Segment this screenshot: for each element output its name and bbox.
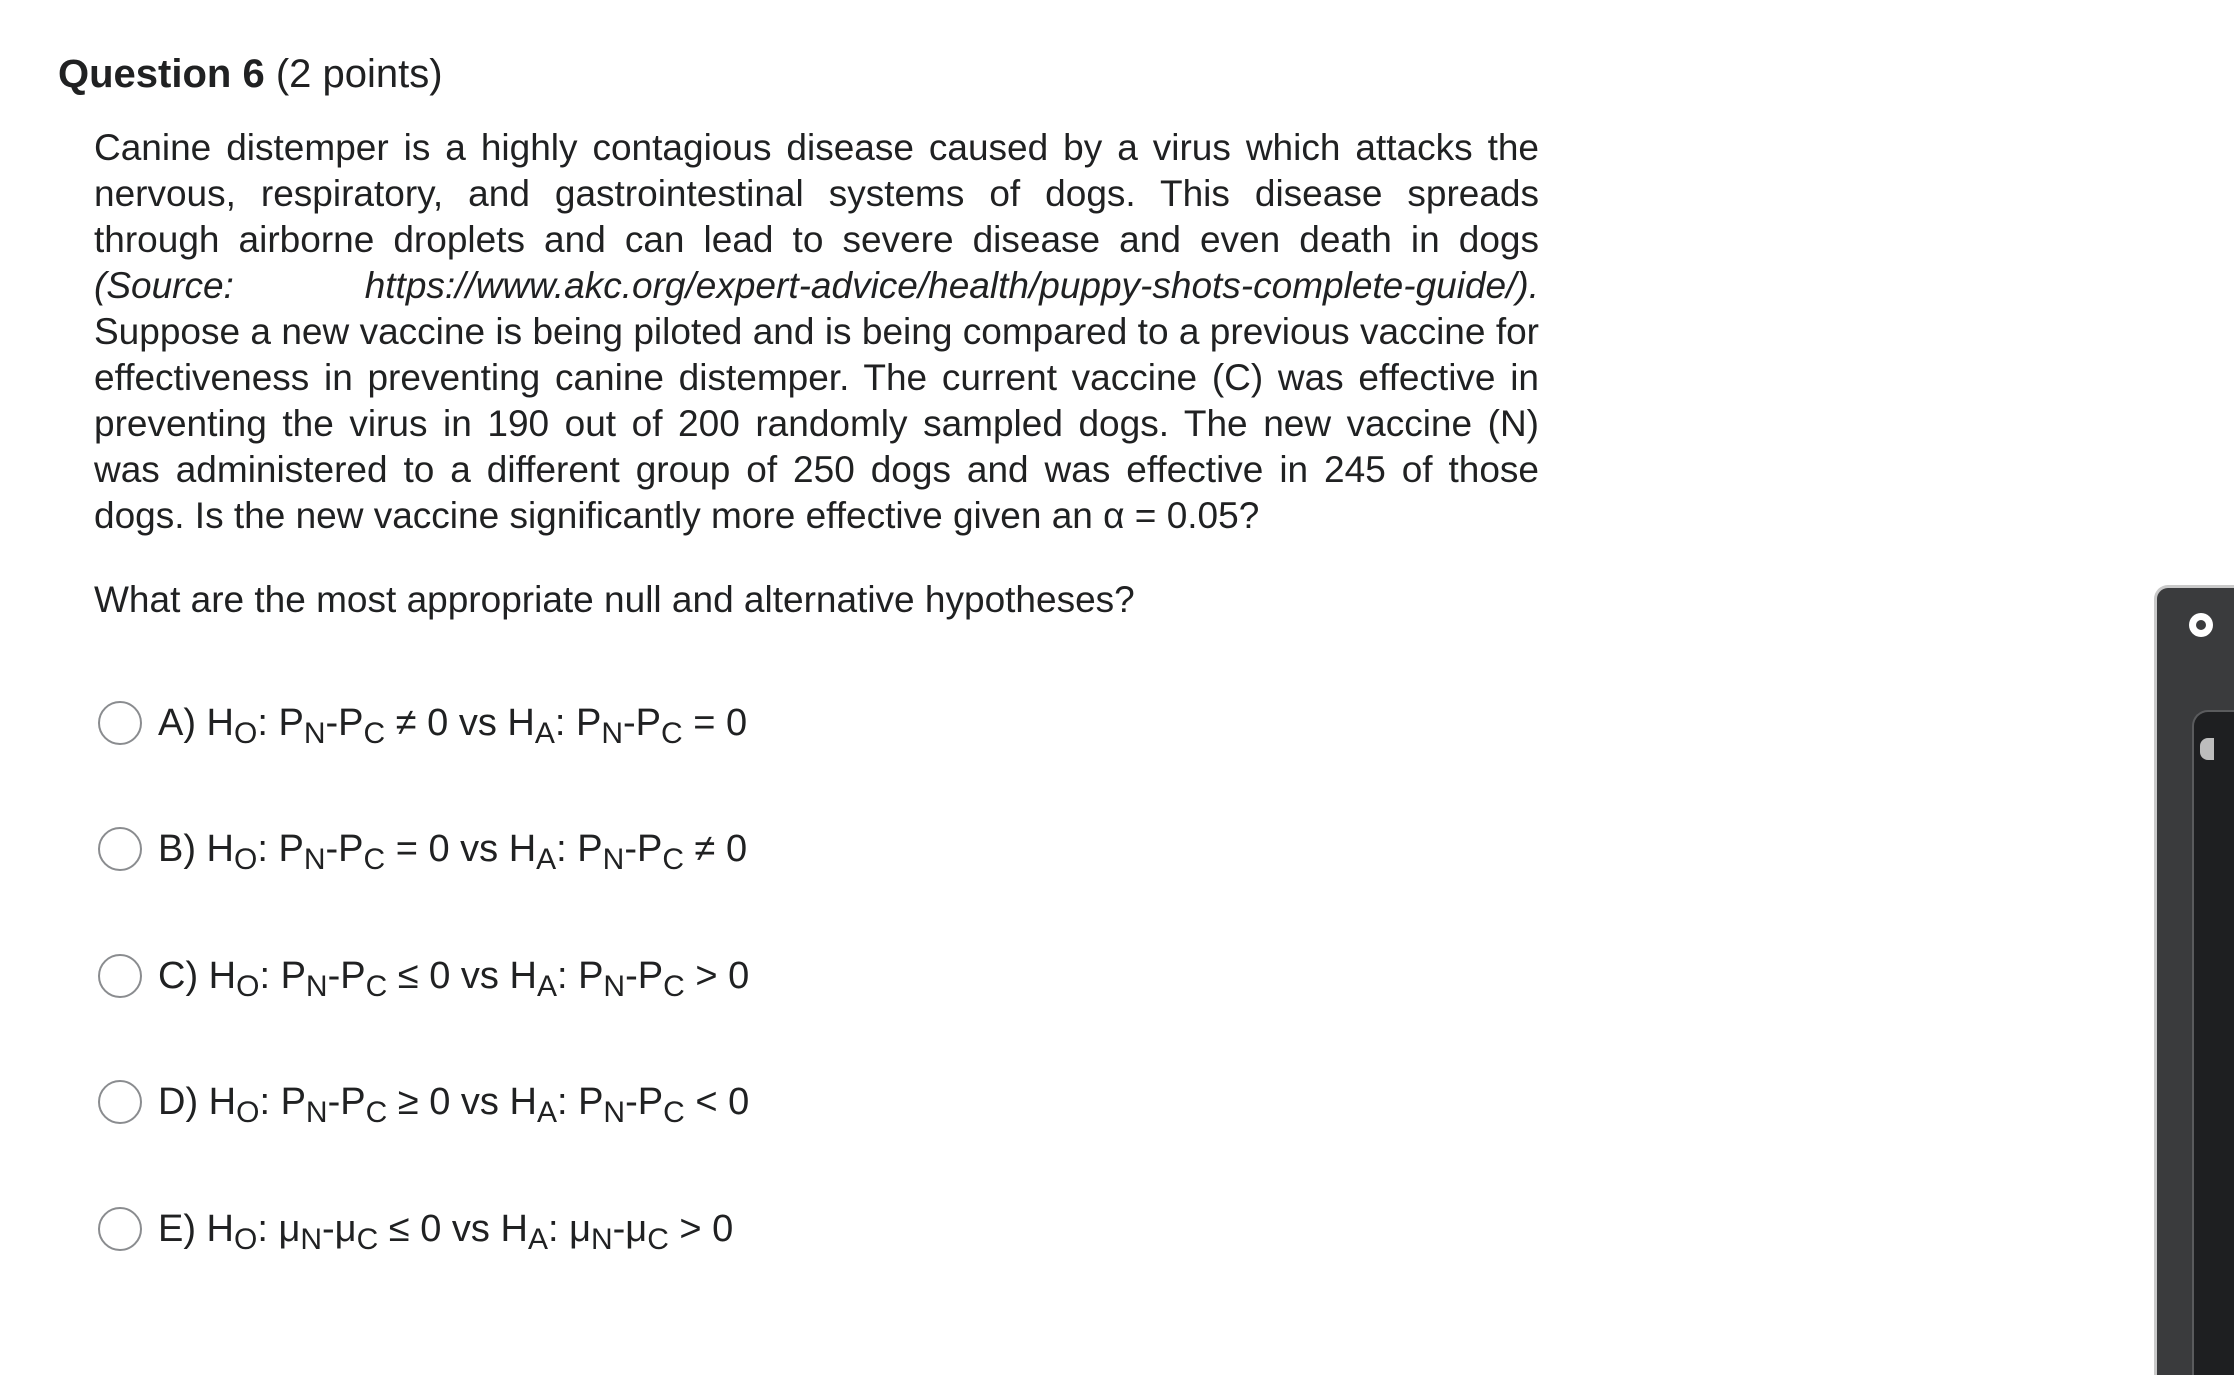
side-overlay-inner-panel[interactable] [2192,710,2234,1375]
option-b-label: B) $H_O$: $P_N-P_C = 0$ vs $H_A$: $P_N-P_C \ne 0$ [158,827,748,876]
question-stem [94,125,1539,539]
option-a-label: A) $H_O$: $P_N-P_C \ne 0$ vs $H_A$: $P_N-P_C = 0$ [158,701,748,750]
radio-button-e[interactable] [98,1207,142,1251]
stem-text-2: Suppose a new vaccine is being piloted and is being compared to a previous vaccine for effectiveness in preventing canine distemper. The current vaccine (C) was effective in preventing the virus in 190 out of 200 randomly sampled dogs. The new vaccine (N) was administered to a different group of 250 dogs and was effective in 245 of those dogs. Is the new vaccine significantly more effective given an α = 0.05? [94,311,1539,536]
question-points: (2 points) [275,52,443,96]
question-prompt: What are the most appropriate null and alternative hypotheses? [94,579,1135,620]
record-dot-icon[interactable] [2189,613,2213,637]
option-d-label: D) $H_O$: $P_N-P_C \ge 0$ vs $H_A$: $P_N-P_C < 0$ [158,1080,750,1129]
option-e[interactable] [98,1204,733,1254]
option-c[interactable] [98,951,749,1001]
question-header [58,48,443,100]
panel-handle-icon[interactable] [2200,738,2214,760]
radio-button-a[interactable] [98,701,142,745]
option-d[interactable] [98,1077,749,1127]
stem-source-citation: (Source: https://www.akc.org/expert-advice/health/puppy-shots-complete-guide/). [94,265,1539,306]
option-c-label: C) $H_O$: $P_N-P_C \le 0$ vs $H_A$: $P_N-P_C > 0$ [158,954,750,1003]
stem-text-1: Canine distemper is a highly contagious disease caused by a virus which attacks the nervous, respiratory, and gastrointestinal systems of dogs. This disease spreads through airborne droplets and can lead to severe disease and even death in dogs [94,127,1539,260]
radio-button-b[interactable] [98,827,142,871]
option-e-label: E) $H_O$: $\mu_N-\mu_C \le 0$ vs $H_A$: $\mu_N-\mu_C > 0$ [158,1207,734,1256]
option-b[interactable] [98,824,747,874]
option-a[interactable] [98,698,747,748]
question-title: Question 6 [58,52,265,96]
radio-button-d[interactable] [98,1080,142,1124]
radio-button-c[interactable] [98,954,142,998]
